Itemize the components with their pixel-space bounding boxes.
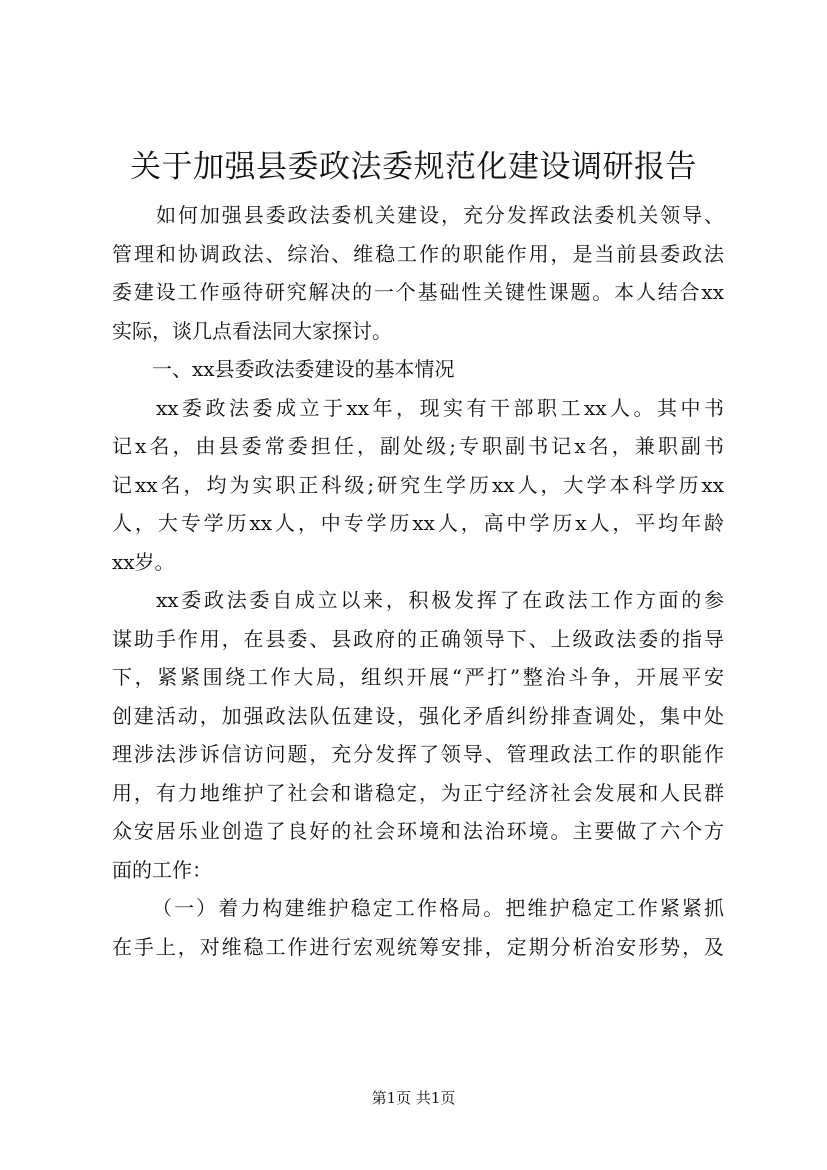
document-title: 关于加强县委政法委规范化建设调研报告 [130,149,697,185]
document-body [112,196,724,966]
paragraph-line: 面的工作： [112,857,212,882]
paragraph-line: xx委政法委成立于xx年，现实有干部职工xx人。其中书 [156,395,724,420]
paragraph-line: 用，有力地维护了社会和谐稳定，为正宁经济社会发展和人民群 [112,780,724,805]
paragraph-line: 委建设工作亟待研究解决的一个基础性关键性课题。本人结合xx [112,280,724,304]
section-heading: 一、xx县委政法委建设的基本情况 [152,357,455,381]
paragraph-line: 谋助手作用，在县委、县政府的正确领导下、上级政法委的指导 [112,626,724,651]
paragraph-line: 记x名，由县委常委担任，副处级;专职副书记x名，兼职副书 [112,434,724,458]
paragraph-line: 众安居乐业创造了良好的社会环境和法治环境。主要做了六个方 [112,819,724,843]
paragraph-line: 创建活动，加强政法队伍建设，强化矛盾纠纷排查调处，集中处 [112,703,724,728]
paragraph-line: 管理和协调政法、综治、维稳工作的职能作用，是当前县委政法 [112,241,724,266]
paragraph-line: 在手上，对维稳工作进行宏观统筹安排，定期分析治安形势，及 [112,934,724,959]
paragraph-line: 人，大专学历xx人，中专学历xx人，高中学历x人，平均年龄 [112,511,724,535]
paragraph-line: xx委政法委自成立以来，积极发挥了在政法工作方面的参 [156,588,724,612]
paragraph-line: 理涉法涉诉信访问题，充分发挥了领导、管理政法工作的职能作 [112,742,724,766]
subsection-line: （一）着力构建维护稳定工作格局。把维护稳定工作紧紧抓 [152,896,724,920]
paragraph-line: 下，紧紧围绕工作大局，组织开展“严打”整治斗争，开展平安 [112,665,724,689]
paragraph-line: 实际，谈几点看法同大家探讨。 [112,318,392,343]
page-footer: 第1页 共1页 [371,1089,456,1107]
paragraph-line: 如何加强县委政法委机关建设，充分发挥政法委机关领导、 [156,203,724,227]
paragraph-line: xx岁。 [112,549,175,574]
paragraph-line: 记xx名，均为实职正科级;研究生学历xx人，大学本科学历xx [112,472,724,497]
